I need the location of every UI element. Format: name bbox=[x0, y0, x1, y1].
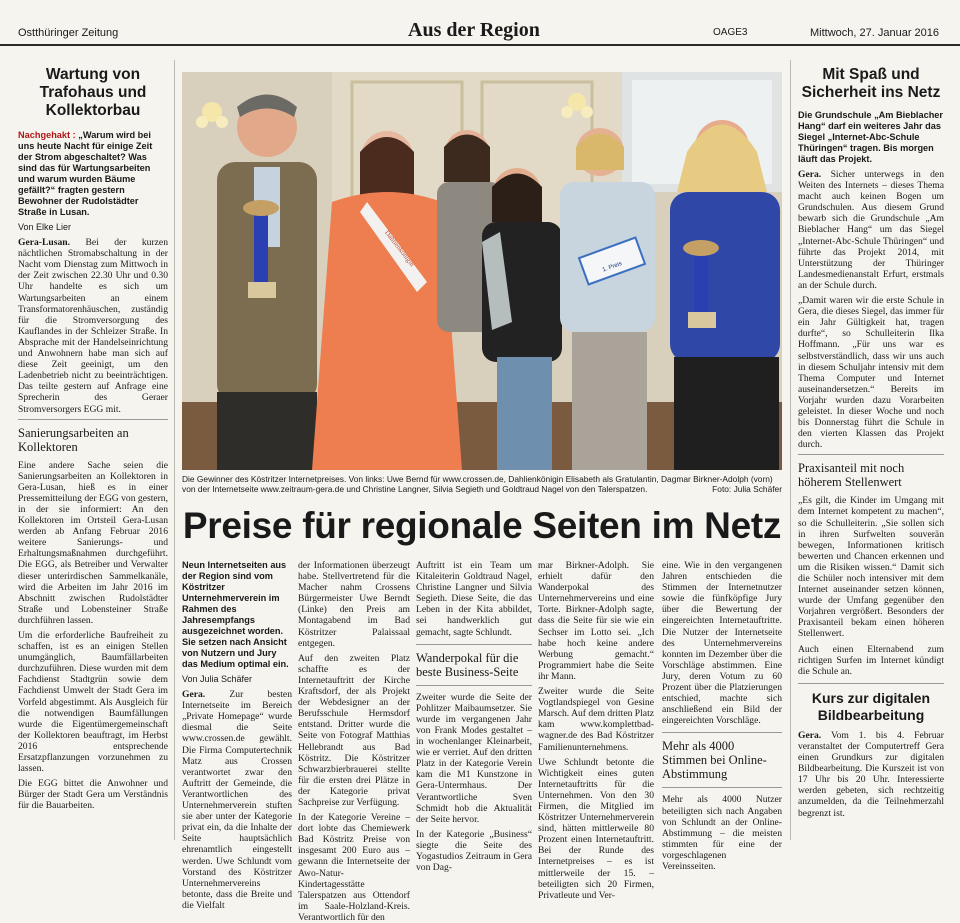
main-byline: Von Julia Schäfer bbox=[182, 674, 253, 684]
paragraph: Uwe Schlundt betonte die Wichtigkeit eines guten Internetauftritts für die Unternehmen. Von den 30 Firmen, die Mitglied im Köstritzer Unternehmerverein sind, hätten mittlerweile 80 Prozent einen Internetauftritt. Bei der Runde des Internetpreises – es ist mittlerweile der 15. – beteiligten sich 20 Firmen, Privatleute und Ver- bbox=[538, 756, 654, 901]
main-article-column-1 bbox=[182, 560, 292, 911]
column-divider bbox=[790, 60, 791, 840]
subheadline: Wanderpokal für die beste Business-Seite bbox=[416, 644, 532, 686]
subheadline: Sanierungsarbeiten an Kollektoren bbox=[18, 419, 168, 454]
right-article-headline: Mit Spaß und Sicherheit ins Netz bbox=[801, 66, 941, 101]
subheadline: Mehr als 4000 Stimmen bei Online-Abstimmung bbox=[662, 732, 782, 788]
caption-text: Die Gewinner des Köstritzer Internetpreises. Von links: Uwe Bernd für www.crossen.de, Dahlienkönigin Elisabeth als Gratulantin, Dagmar Birkner-Adolph (vorn) von der Internetseite www.zeitraum-gera.de und Christine Langner, Silvia Segieth und Goldtraud Nagel von den Talerspatzen. bbox=[182, 474, 773, 495]
photo-caption bbox=[182, 474, 782, 494]
paragraph: Eine andere Sache seien die Sanierungsarbeiten an Kollektoren in Gera-Lusan, hieß es in einer Pressemitteilung der EGG von gestern, in der sie informiert: An den Kollektoren im Ortsteil Gera-Lusan werden ab Anfang Februar 2016 weitere Sanierungs- und Erhaltungsmaßnahmen durchgeführt. Die EGG, als Betreiber und Verwalter dieser unterirdischen Sammelkanäle, wird die Arbeiten im Jahr 2016 im Abschnitt zwischen Rudolstädter Straße und Lobensteiner Straße durchführen lassen. bbox=[18, 459, 169, 626]
main-article-column-5 bbox=[662, 560, 782, 872]
dateline: Gera. bbox=[182, 689, 206, 701]
paragraph: Die EGG bittet die Anwohner und Bürger der Stadt Gera um Verständnis für die Bauarbeiten. bbox=[18, 778, 168, 812]
kurs-headline: Kurs zur digitalen Bildbearbeitung bbox=[798, 683, 944, 724]
paragraph: Auf den zweiten Platz schaffte es der Internetauftritt der Kirche Kraftsdorf, der als Projekt der Webdesigner an der Berufsschule Hermsdorf entstand. Dritter wurde die Seite von Fotograf Matthias Hellebrandt aus Bad Köstritz. Die Köstritzer Schwarzbierbrauerei stellte für die ersten drei Plätze in der Kategorie privat Sachpreise zur Verfügung. bbox=[298, 652, 410, 808]
right-article bbox=[798, 66, 944, 840]
page-code: OAGE3 bbox=[713, 27, 748, 38]
photo-illustration bbox=[182, 72, 782, 470]
paragraph: In der Kategorie Vereine – dort lobte das Chemiewerk Bad Köstritz Preise von insgesamt 200 Euro aus – gewann die Internetseite der Awo-Natur-Kindertagesstätte Talerspatzen aus Ottendorf im Saale-Holzland-Kreis. Verantwortlich für den bbox=[298, 812, 410, 923]
paragraph: der Informationen überzeugt habe. Stellvertretend für die Macher nahm Crossens Bürgermeister Uwe Berndt (Linke) den Preis am Montagabend im Bad Köstritzer Palaissaal entgegen. bbox=[298, 560, 410, 649]
sash-text: Dahlienkönigin bbox=[383, 228, 417, 269]
main-article-column-4 bbox=[538, 560, 654, 901]
main-headline: Preise für regionale Seiten im Netz bbox=[182, 505, 782, 546]
award-photo bbox=[182, 72, 782, 470]
subheadline: Praxisanteil mit noch höherem Stellenwert bbox=[798, 454, 944, 489]
paragraph: Zweiter wurde die Seite Vogtlandspiegel von Gesine Marsch. Auf dem dritten Platz kam www.komplettbad-wagner.de des Bad Köstritzer Familienunternehmens. bbox=[538, 686, 654, 753]
paragraph: Zweiter wurde die Seite der Pohlitzer Maibaumsetzer. Sie wurde im vergangenen Jahr von Frank Modes gestaltet – in wochenlanger Kleinarbeit, wie er verriet. Auf den dritten Platz in der Kategorie Verein kam die M1 Kunstzone in Gera-Untermhaus. Der Verantwortliche Sven Schmidt hob die Aktualität der Seite hervor. bbox=[416, 691, 532, 825]
paragraph: Gera. Zur besten Internetseite im Bereich „Private Homepage“ wurde diesmal die Seite www.crossen.de gewählt. Die Firma Computertechnik Matz aus Crossen verantwortet zwar den Auftritt der Gemeinde, die Verantwortlichen des Unternehmerverein stuften sie aber unter der Kategorie privat ein, da die Inhalte der Seite hauptsächlich ehrenamtlich eingestellt werden. Uwe Schlundt vom Vorstand des Köstritzer Unternehmervereins betonte, dass die Breite und die Vielfalt bbox=[182, 689, 292, 911]
issue-date: Mittwoch, 27. Januar 2016 bbox=[810, 27, 940, 39]
paragraph: mar Birkner-Adolph. Sie erhielt dafür den Wanderpokal des Unternehmervereins und eine Torte. Birkner-Adolph sagte, dass die Seite für sie wie ein Sechser im Lotto sei. „Ich habe hoch keine andere Werbung gemacht.“ Programmiert habe die Seite ihr Mann. bbox=[538, 560, 654, 682]
main-article-column-2 bbox=[298, 560, 410, 923]
column-divider bbox=[174, 60, 175, 840]
page-header bbox=[0, 0, 960, 44]
byline: Von Elke Lier bbox=[18, 222, 72, 232]
header-rule bbox=[0, 44, 960, 46]
paragraph: Mehr als 4000 Nutzer beteiligten sich nach Angaben von Schlundt an der Online-Abstimmung – die meisten stimmten für eine der vorgeschlagenen Vereinsseiten. bbox=[662, 794, 782, 872]
lead-kicker: Nachgehakt : bbox=[18, 130, 76, 140]
left-article-headline: Wartung von Trafohaus und Kollektorbau bbox=[39, 66, 147, 119]
dateline: Gera-Lusan. bbox=[18, 237, 70, 249]
paragraph: „Es gilt, die Kinder im Umgang mit dem Internet kompetent zu machen“, so die Schulleiterin. „Sie sollen sich in ihren Surfwelten souverän bewegen, Informationen kritisch bewerten und Chancen erkennen und um die Risiken wissen.“ Damit sich die Schüler noch intensiver mit dem Internet auseinander setzen können, wurde der Umfang gegenüber den Vorjahren vergrößert. Besonders der Praxisanteil bekam einen höheren Stellenwert. bbox=[798, 495, 944, 640]
photo-credit: Foto: Julia Schäfer bbox=[712, 484, 782, 495]
paragraph: Gera. Sicher unterwegs in den Weiten des Internets – dieses Thema macht auch keinen Bogen um Grundschulen. Aus diesem Grund bewarb sich die Grundschule „Am Bieblacher Hang“ um das Siegel „Internet-Abc-Schule Thüringen“ und führte das Projekt 2014, mit Unterstützung der Thüringer Landesmedienanstalt Erfurt, erstmals an der Schule durch. bbox=[798, 169, 944, 291]
paragraph: Gera-Lusan. Bei der kurzen nächtlichen Stromabschaltung in der Nacht vom Dienstag zum Mittwoch in der Zeit zwischen 22.30 Uhr und 0.30 Uhr handelte es sich um Wartungsarbeiten an einem Transformatorenhäuschen, zuständig für die Stromversorgung des Kauflandes in der Schleizer Straße. In Absprache mit der Handelseinrichtung und Anwohnern habe man sich auf diese Zeit geeinigt, um den Ladenbetrieb nicht zu beeinträchtigen. Das teilte gestern auf Anfrage eine Sprecherin des Geraer Stromversorgers EGG mit. bbox=[18, 237, 168, 415]
section-title: Aus der Region bbox=[408, 19, 540, 41]
dateline: Gera. bbox=[798, 729, 822, 741]
right-article-lead: Die Grundschule „Am Bieblacher Hang“ darf ein weiteres Jahr das Siegel „Internet-Abc-Schule Thüringen“ tragen. Bis morgen läuft das Projekt. bbox=[798, 110, 943, 164]
lead-text: „Warum wird bei uns heute Nacht für einige Zeit der Strom abgeschaltet? Was sind das für Wartungsarbeiten und warum wurden Bäume gefällt?“ fragten gestern Bewohner der Rudolstädter Straße in Lusan. bbox=[18, 130, 153, 217]
left-article bbox=[18, 66, 168, 840]
paragraph: „Damit waren wir die erste Schule in Gera, die dieses Siegel, das immer für ein Jahr Gültigkeit hat, tragen durfte“, so Schulleiterin Ilka Hoffmann. „Für uns war es selbstverständlich, dass wir uns auch in diesem Schuljahr intensiv mit dem Thema Computer und Internet auseinandersetzen.“ Bereits im Vorjahr wurden dazu Vorarbeiten geleistet. In dieser Woche und noch bis Donnerstag führt die Schule in den vierten Klassen das Projekt durch. bbox=[798, 295, 944, 451]
main-article-column-3 bbox=[416, 560, 532, 874]
paragraph: Auftritt ist ein Team um Kitaleiterin Goldtraud Nagel, Christine Langner und Silvia Segieth. Diese Seite, die das Leben in der Kita abbildet, sei handwerklich gut gemacht, sagte Schlundt. bbox=[416, 560, 532, 638]
paragraph: Auch einen Elternabend zum richtigen Surfen im Internet kündigt die Schule an. bbox=[798, 643, 944, 677]
certificate-text: 1. Preis bbox=[601, 260, 623, 274]
left-article-lead bbox=[18, 130, 168, 218]
dateline: Gera. bbox=[798, 169, 822, 180]
main-article-lead: Neun Internetseiten aus der Region sind vom Köstritzer Unternehmerverein im Rahmen des Jahresempfangs ausgezeichnet worden. Sie setzen nach Ansicht von Nutzern und Jury das Medium optimal ein. bbox=[182, 560, 289, 669]
paragraph: In der Kategorie „Business“ siegte die Seite des Yogastudios Zeitraum in Gera von Dag- bbox=[416, 828, 532, 874]
paragraph: Um die erforderliche Baufreiheit zu schaffen, ist es an einigen Stellen unumgänglich, Baumfällarbeiten durchzuführen. Diese wurden mit dem Fachdienst Stadtgrün sowie dem Fachdienst Umwelt der Stadt Gera im Vorfeld abgestimmt. Als Ausgleich für die notwendigen Baumfällungen wurde die Eigentümergemeinschaft der Kollektoren beauftragt, im Herbst 2016 entsprechende Ersatzpflanzungen vorzunehmen zu lassen. bbox=[18, 630, 168, 775]
newspaper-name: Ostthüringer Zeitung bbox=[18, 27, 119, 39]
paragraph: Gera. Vom 1. bis 4. Februar veranstaltet der Computertreff Gera einen Grundkurs zur digitalen Bildbearbeitung. Die Kurszeit ist von 17 Uhr bis 20 Uhr. Interessierte werden gebeten, sich rechtzeitig anzumelden, da die Teilnehmerzahl begrenzt ist. bbox=[798, 729, 944, 819]
paragraph: eine. Wie in den vergangenen Jahren entschieden die Stimmen der Internetnutzer sowie die fünfköpfige Jury über die Bewertung der eingereichten Internetauftritte. Die Nutzer der Internetseite des Unternehmervereins konnten im Dezember über die Vorschläge abstimmen. Eine Jury, deren Votum zu 60 Prozent über die Platzierungen entschied, machte sich anschließend ein Bild der eingereichten Vorschläge. bbox=[662, 560, 782, 727]
